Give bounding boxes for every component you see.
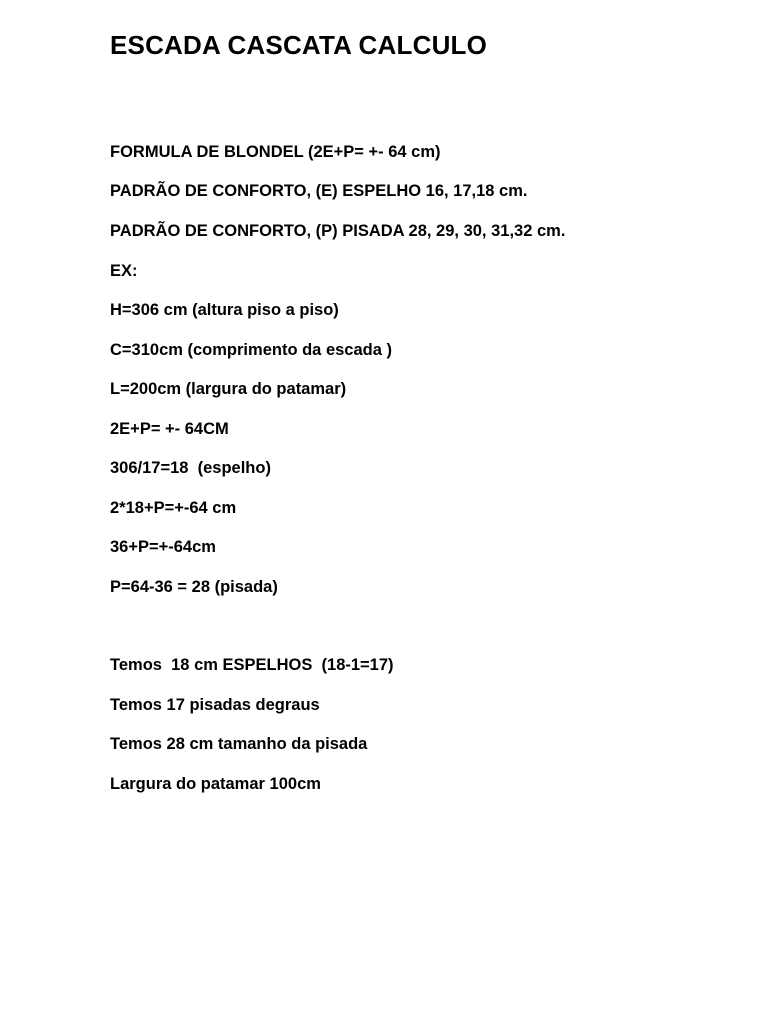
comfort-riser-line: PADRÃO DE CONFORTO, (E) ESPELHO 16, 17,18 cm. xyxy=(110,182,528,200)
length-line: C=310cm (comprimento da escada ) xyxy=(110,341,392,359)
width-line: L=200cm (largura do patamar) xyxy=(110,380,347,398)
tread-result-line: P=64-36 = 28 (pisada) xyxy=(110,578,278,596)
summary-risers-line: Temos 18 cm ESPELHOS (18-1=17) xyxy=(110,656,394,674)
substitution-line: 2*18+P=+-64 cm xyxy=(110,499,237,517)
summary-landing-width-line: Largura do patamar 100cm xyxy=(110,775,321,793)
riser-calc-line: 306/17=18 (espelho) xyxy=(110,459,271,477)
formula-restated-line: 2E+P= +- 64CM xyxy=(110,420,229,438)
summary-tread-size-line: Temos 28 cm tamanho da pisada xyxy=(110,735,368,753)
example-label: EX: xyxy=(110,262,138,280)
document-title: ESCADA CASCATA CALCULO xyxy=(110,30,488,60)
height-line: H=306 cm (altura piso a piso) xyxy=(110,301,339,319)
formula-line: FORMULA DE BLONDEL (2E+P= +- 64 cm) xyxy=(110,143,441,161)
simplified-line: 36+P=+-64cm xyxy=(110,538,216,556)
summary-steps-line: Temos 17 pisadas degraus xyxy=(110,696,320,714)
comfort-tread-line: PADRÃO DE CONFORTO, (P) PISADA 28, 29, 30, 31,32 cm. xyxy=(110,222,566,240)
